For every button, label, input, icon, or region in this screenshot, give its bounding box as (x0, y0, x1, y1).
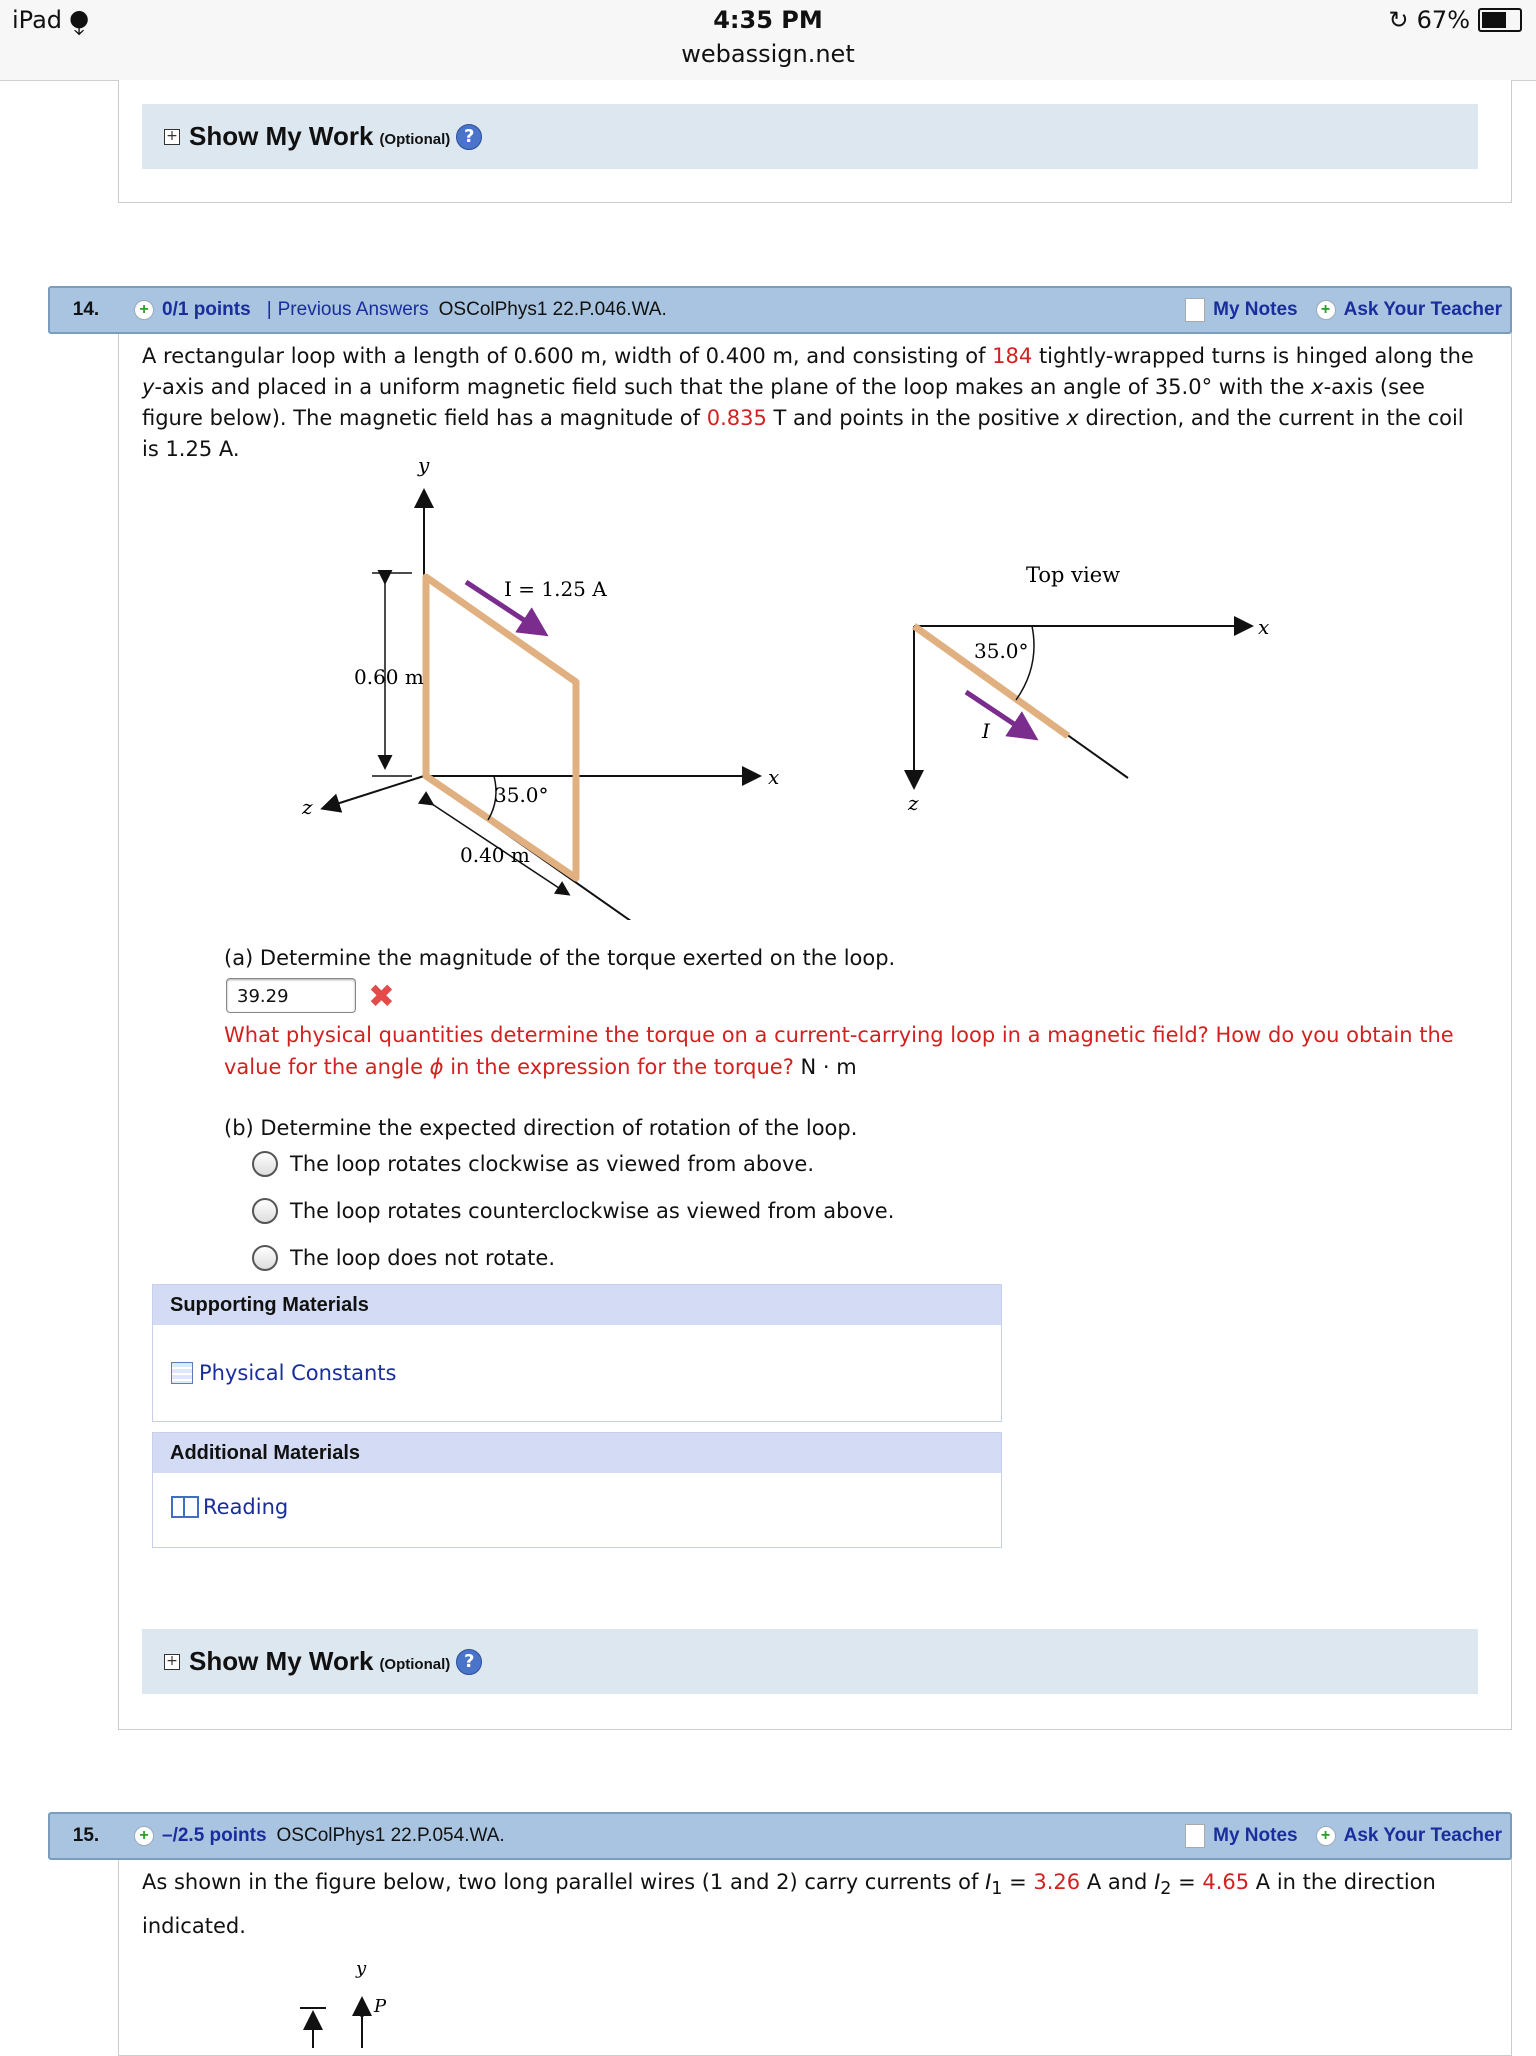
notes-icon[interactable] (1185, 1824, 1205, 1848)
question-number: 14. (72, 299, 100, 320)
device-label: iPad ⧭ (12, 6, 89, 34)
optional-label: (Optional) (379, 131, 451, 148)
ask-teacher-link[interactable]: Ask Your Teacher (1343, 299, 1502, 320)
reading-link[interactable]: Reading (171, 1495, 288, 1519)
battery-percent: 67% (1416, 6, 1470, 34)
question-15-text: As shown in the figure below, two long parallel wires (1 and 2) carry currents of $I_1 = 3.26$ A and $I_2 = 4.65$ A in the direction indicated. (142, 1870, 1436, 1939)
wires-figure (0, 1950, 500, 2048)
radio-button[interactable] (252, 1245, 278, 1271)
z-axis (324, 776, 424, 808)
question-source: OSColPhys1 22.P.054.WA. (276, 1825, 505, 1846)
angle-label: 35.0° (494, 783, 549, 807)
help-icon[interactable]: ? (456, 124, 482, 150)
ask-teacher-link[interactable]: Ask Your Teacher (1343, 1825, 1502, 1846)
show-my-work-bar[interactable] (142, 104, 1478, 169)
question-number: 15. (72, 1825, 100, 1846)
top-x-label: x (1258, 615, 1270, 639)
ask-teacher-plus-icon[interactable]: + (1316, 1826, 1336, 1846)
additional-materials (152, 1432, 1002, 1548)
clock: 4:35 PM (713, 6, 823, 34)
wifi-icon: ⧭ (69, 6, 89, 34)
top-z-label: z (908, 791, 919, 815)
show-my-work-title[interactable]: Show My Work (189, 1646, 374, 1676)
question-14-header (48, 286, 1512, 334)
points-plus-icon[interactable]: + (134, 300, 154, 320)
point-p (359, 2011, 365, 2017)
question-14-text: A rectangular loop with a length of 0.600 m, width of 0.400 m, and consisting of 184 tightly-wrapped turns is hinged along the y-axis and placed in a uniform magnetic field such that the plane of the loop makes an angle of 35.0° with the x-axis (see figure below). The magnetic field has a magnitude of 0.835 T and points in the positive x direction, and the current in the coil is 1.25 A. (142, 344, 1474, 461)
part-b-prompt: (b) Determine the expected direction of rotation of the loop. (224, 1116, 858, 1140)
radio-option-clockwise[interactable]: The loop rotates clockwise as viewed from above. (252, 1151, 814, 1177)
radio-button[interactable] (252, 1151, 278, 1177)
top-view-label: Top view (1026, 563, 1121, 587)
loop-figure (0, 440, 1536, 920)
z-axis-label: z (302, 795, 313, 819)
question-source: OSColPhys1 22.P.046.WA. (438, 299, 667, 320)
top-angle-label: 35.0° (974, 639, 1029, 663)
battery-icon (1478, 8, 1522, 32)
y-axis-label: y (418, 453, 430, 477)
expand-icon[interactable]: + (164, 129, 180, 145)
table-icon (171, 1362, 193, 1384)
top-current-label: I (982, 719, 990, 743)
x-axis-label: x (768, 765, 780, 789)
supporting-materials-header: Supporting Materials (153, 1285, 1001, 1325)
question-15-header (48, 1812, 1512, 1860)
previous-answers-link[interactable]: Previous Answers (277, 299, 429, 320)
battery-status (1389, 6, 1522, 34)
radio-button[interactable] (252, 1198, 278, 1224)
address-bar-url[interactable]: webassign.net (681, 40, 855, 68)
physical-constants-link[interactable]: Physical Constants (171, 1361, 396, 1385)
length-label: 0.60 m (354, 665, 424, 689)
my-notes-link[interactable]: My Notes (1213, 1825, 1298, 1846)
current-label: I = 1.25 A (504, 577, 607, 601)
width-label: 0.40 m (460, 843, 530, 867)
ask-teacher-plus-icon[interactable]: + (1316, 300, 1336, 320)
y-axis-label: y (356, 1958, 367, 1979)
points-link[interactable]: 0/1 points (162, 299, 251, 320)
ios-status-bar (0, 0, 1536, 81)
my-notes-link[interactable]: My Notes (1213, 299, 1298, 320)
current-loop (426, 577, 576, 878)
part-a-hint: What physical quantities determine the torque on a current-carrying loop in a magnetic field? How do you obtain the value for the angle ϕ in the expression for the torque? N · m (224, 1023, 1454, 1079)
show-my-work-title[interactable]: Show My Work (189, 121, 374, 151)
radio-option-no-rotation[interactable]: The loop does not rotate. (252, 1245, 555, 1271)
book-icon (171, 1496, 199, 1518)
incorrect-icon: ✖ (368, 977, 395, 1015)
supporting-materials (152, 1284, 1002, 1422)
rotation-lock-icon: ↻ (1388, 6, 1409, 34)
optional-label: (Optional) (379, 1656, 451, 1673)
help-icon[interactable]: ? (456, 1649, 482, 1675)
radio-option-counterclockwise[interactable]: The loop rotates counterclockwise as viewed from above. (252, 1198, 894, 1224)
additional-materials-header: Additional Materials (153, 1433, 1001, 1473)
notes-icon[interactable] (1185, 298, 1205, 322)
expand-icon[interactable]: + (164, 1654, 180, 1670)
top-angle-arc (1016, 626, 1034, 700)
show-my-work-bar[interactable] (142, 1629, 1478, 1694)
part-a-answer-input[interactable]: 39.29 (226, 978, 356, 1013)
point-p-label: P (374, 1996, 387, 2017)
points-plus-icon[interactable]: + (134, 1826, 154, 1846)
separator: | (266, 299, 272, 320)
part-a-prompt: (a) Determine the magnitude of the torque exerted on the loop. (224, 946, 896, 970)
points-link[interactable]: –/2.5 points (162, 1825, 267, 1846)
